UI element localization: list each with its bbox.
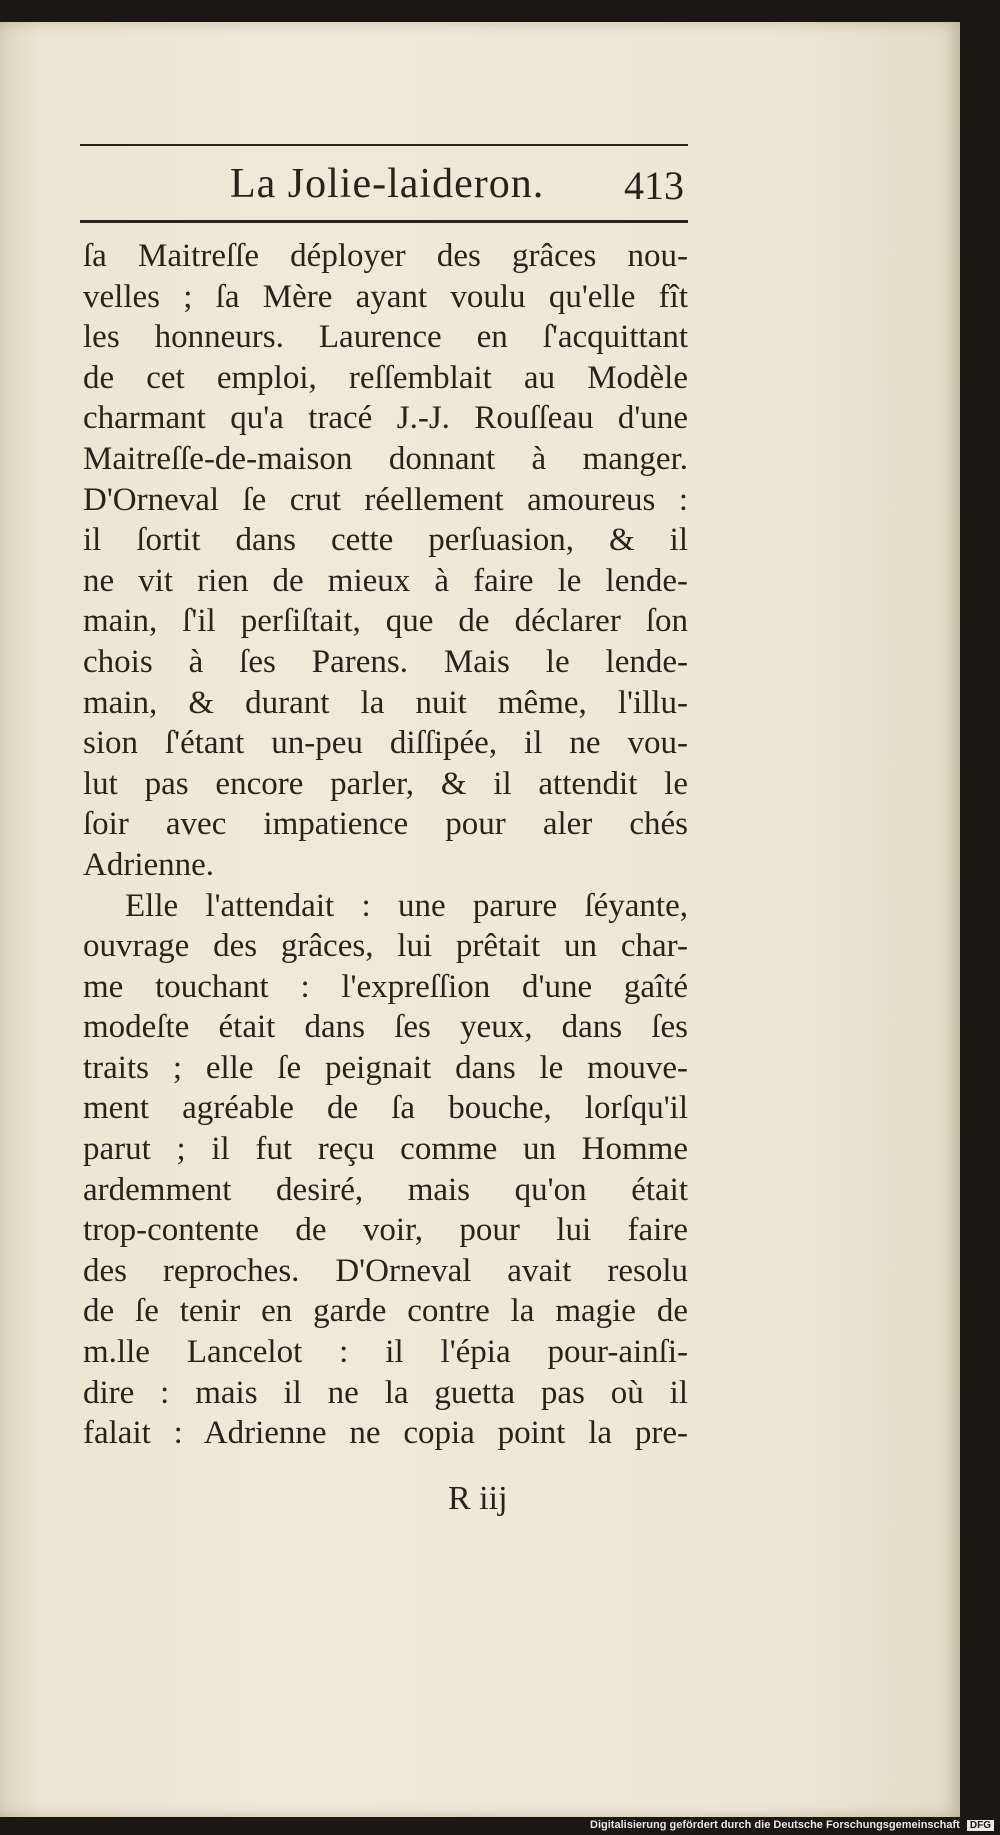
text-line: les honneurs. Laurence en ſ'acquittant xyxy=(83,319,688,356)
page-number: 413 xyxy=(624,163,684,208)
text-line: ſoir avec impatience pour aler chés xyxy=(83,806,688,843)
text-line: D'Orneval ſe crut réellement amoureus : xyxy=(83,481,688,518)
body-text xyxy=(83,236,688,1454)
text-line: falait : Adrienne ne copia point la pre- xyxy=(83,1415,688,1452)
dfg-logo: DFG xyxy=(967,1820,994,1831)
text-line: Maitreſſe-de-maison donnant à manger. xyxy=(83,440,688,477)
text-line: dire : mais il ne la guetta pas où il xyxy=(83,1374,688,1411)
paragraph-first-line: Elle l'attendait : une parure ſéyante, xyxy=(125,887,688,924)
text-line: sion ſ'étant un-peu diſſipée, il ne vou- xyxy=(83,725,688,762)
running-head xyxy=(80,158,688,212)
text-line: parut ; il fut reçu comme un Homme xyxy=(83,1131,688,1168)
text-line: traits ; elle ſe peignait dans le mouve- xyxy=(83,1049,688,1086)
text-line: il ſortit dans cette perſuasion, & il xyxy=(83,522,688,559)
text-line: chois à ſes Parens. Mais le lende- xyxy=(83,643,688,680)
text-line: ouvrage des grâces, lui prêtait un char- xyxy=(83,928,688,965)
text-line: velles ; ſa Mère ayant voulu qu'elle fît xyxy=(83,278,688,315)
signature-mark: R iij xyxy=(448,1480,508,1517)
text-line: m.lle Lancelot : il l'épia pour-ainſi- xyxy=(83,1334,688,1371)
text-line: main, ſ'il perſiſtait, que de déclarer ſon xyxy=(83,603,688,640)
text-line: ment agréable de ſa bouche, lorſqu'il xyxy=(83,1090,688,1127)
text-line: de cet emploi, reſſemblait au Modèle xyxy=(83,359,688,396)
text-line: ne vit rien de mieux à faire le lende- xyxy=(83,562,688,599)
text-line: ardemment desiré, mais qu'on était xyxy=(83,1171,688,1208)
text-line: de ſe tenir en garde contre la magie de xyxy=(83,1293,688,1330)
text-line: Adrienne. xyxy=(83,846,215,883)
running-title: La Jolie-laideron. xyxy=(230,161,545,207)
text-line: main, & durant la nuit même, l'illu- xyxy=(83,684,688,721)
credit-text: Digitalisierung gefördert durch die Deutsche Forschungsgemeinschaft xyxy=(590,1819,960,1831)
text-line: ſa Maitreſſe déployer des grâces nou- xyxy=(83,238,688,274)
header-rule xyxy=(80,220,688,223)
text-line: modeſte était dans ſes yeux, dans ſes xyxy=(83,1009,688,1046)
header-top-rule xyxy=(80,144,688,146)
text-line: lut pas encore parler, & il attendit le xyxy=(83,765,688,802)
text-line: des reproches. D'Orneval avait resolu xyxy=(83,1252,688,1289)
digitization-credit xyxy=(590,1819,994,1831)
text-line: trop-contente de voir, pour lui faire xyxy=(83,1212,688,1249)
text-line: charmant qu'a tracé J.-J. Rouſſeau d'une xyxy=(83,400,688,437)
text-line: me touchant : l'expreſſion d'une gaîté xyxy=(83,968,688,1005)
